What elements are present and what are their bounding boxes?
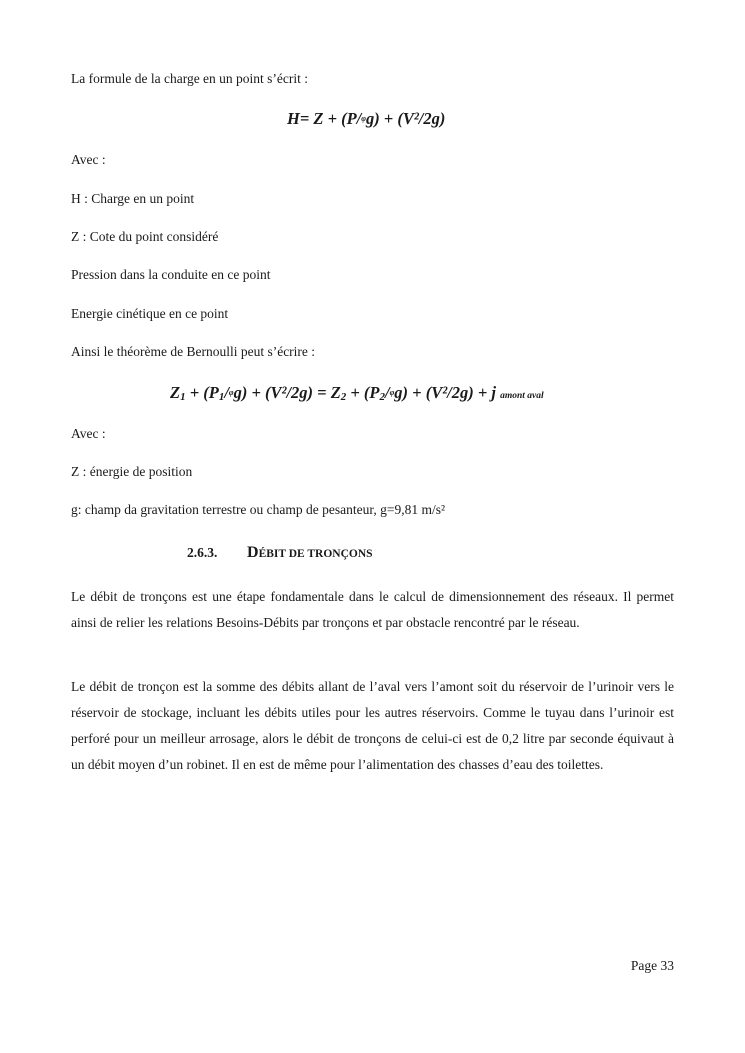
definition-z: Z : Cote du point considéré <box>71 229 219 244</box>
f2-end: /2g) + j <box>447 383 501 402</box>
definition-pression: Pression dans la conduite en ce point <box>71 267 271 282</box>
f2-sq-1: ² <box>281 383 287 402</box>
f2-sub-2a: 2 <box>340 391 347 403</box>
definition-g: g: champ da gravitation terrestre ou champ de pesanteur, g=9,81 m/s² <box>71 502 446 517</box>
formula1-lhs: H= Z + (P/ <box>287 109 362 128</box>
f2-two-g: /2g) = Z <box>286 383 341 402</box>
f2-p2-open: + (P <box>346 383 380 402</box>
page-number: Page 33 <box>630 958 674 973</box>
charge-formula <box>287 109 445 129</box>
section-title-cap: D <box>247 544 259 561</box>
f2-p1-open: + (P <box>185 383 219 402</box>
formula1-rho: φ <box>361 114 366 123</box>
document-page <box>71 0 674 1053</box>
f2-g-close-2: g) + (V <box>394 383 443 402</box>
avec-label-2: Avec : <box>71 426 106 441</box>
formula1-sq: ² <box>413 109 419 128</box>
paragraph-2: Le débit de tronçon est la somme des débits allant de l’aval vers l’amont soit du réservoir de l’urinoir vers le réservoir de stockage, incluant les débits utiles pour les autres réservoirs. Comme le tuyau dans l’urinoir est perforé pour un meilleur arrosage, alors le débit de tronçons de celui-ci est de 0,2 litre par seconde équivaut à un débit moyen d’un robinet. Il en est de même pour l’alimentation des chasses d’eau des toilettes. <box>71 679 674 772</box>
paragraph-1: Le débit de tronçons est une étape fondamentale dans le calcul de dimensionnement des réseaux. Il permet ainsi de relier les relations Besoins-Débits par tronçons et par obstacle rencontré par le réseau. <box>71 589 674 630</box>
section-title-rest: ÉBIT DE TRONÇONS <box>258 548 373 560</box>
f2-g-close: g) + (V <box>233 383 282 402</box>
formula1-mid: g) + (V <box>365 109 414 128</box>
bernoulli-formula <box>170 383 544 403</box>
f2-rho-1: φ <box>228 388 234 397</box>
bernoulli-intro: Ainsi le théorème de Bernoulli peut s’écrire : <box>71 344 316 359</box>
definition-h: H : Charge en un point <box>71 191 195 206</box>
f2-z1: Z <box>170 383 181 402</box>
formula1-end: /2g) <box>418 109 446 128</box>
avec-label-1: Avec : <box>71 152 106 167</box>
f2-sub-1a: 1 <box>180 391 186 403</box>
section-heading <box>187 544 373 562</box>
f2-sub-1b: 1 <box>218 391 225 403</box>
f2-sub-2b: 2 <box>379 391 386 403</box>
definition-energie: Energie cinétique en ce point <box>71 306 229 321</box>
definition-z-position: Z : énergie de position <box>71 464 193 479</box>
section-number: 2.6.3. <box>187 545 218 560</box>
f2-subscript-label: amont aval <box>500 391 544 401</box>
f2-p1-close: / <box>224 383 229 402</box>
f2-p2-close: / <box>385 383 390 402</box>
section-title <box>247 545 373 560</box>
f2-rho-2: φ <box>389 388 395 397</box>
intro-text: La formule de la charge en un point s’écrit : <box>71 71 309 86</box>
f2-sq-2: ² <box>442 383 448 402</box>
